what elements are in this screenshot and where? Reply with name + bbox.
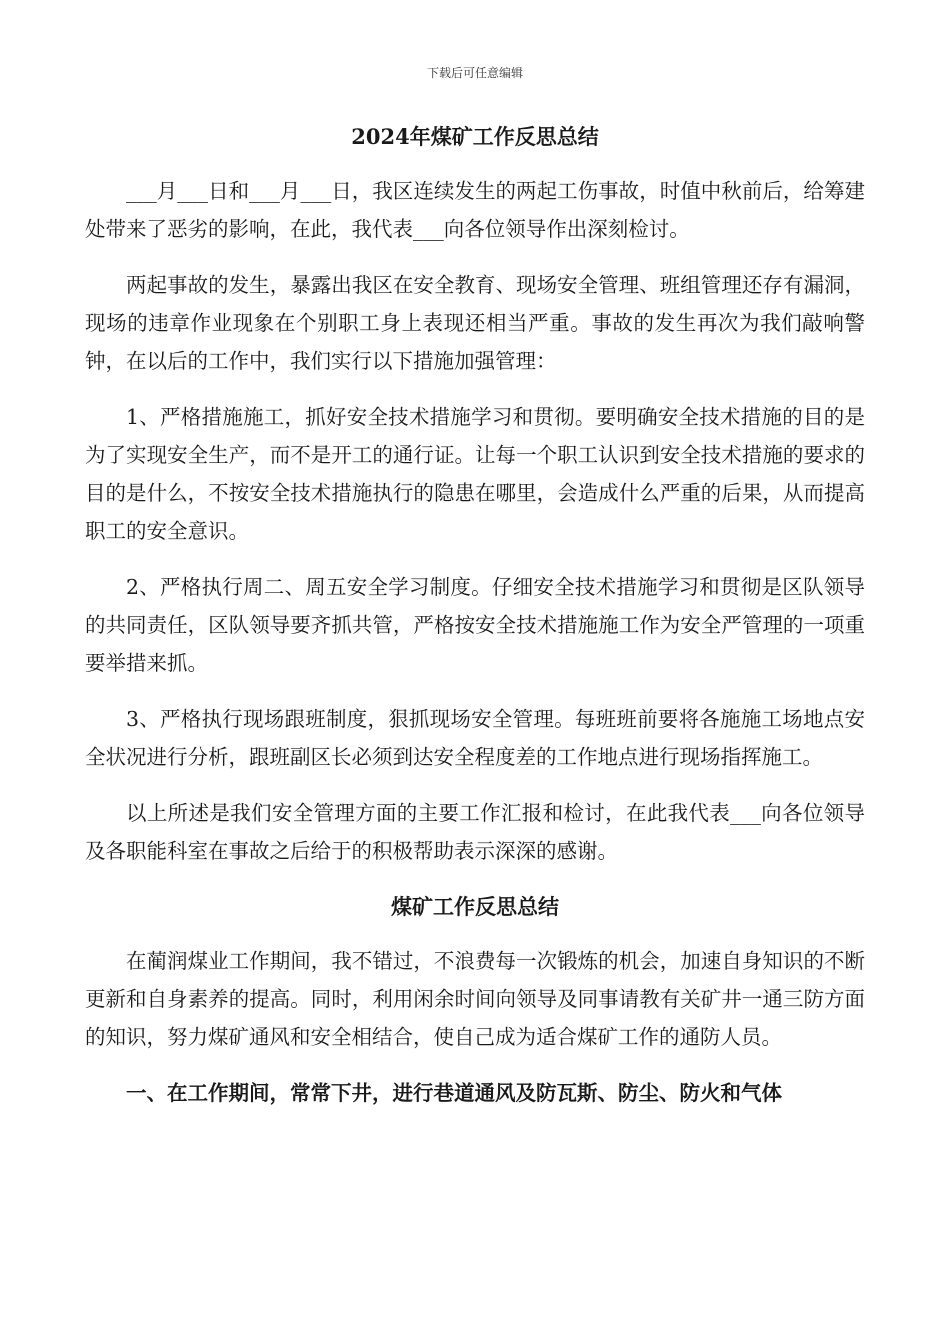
paragraph-measure-3: 3、严格执行现场跟班制度，狠抓现场安全管理。每班班前要将各施施工场地点安全状况进行分析，跟班副区长必须到达安全程度差的工作地点进行现场指挥施工。	[85, 707, 865, 769]
document-title: 2024年煤矿工作反思总结	[351, 124, 599, 149]
paragraph-work-period: 在蔺润煤业工作期间，我不错过，不浪费每一次锻炼的机会，加速自身知识的不断更新和自身素养的提高。同时，利用闲余时间向领导及同事请教有关矿井一通三防方面的知识，努力煤矿通风和安全相结合，使自己成为适合煤矿工作的通防人员。	[85, 949, 865, 1049]
document-body	[85, 118, 865, 1112]
paragraph-accident-analysis: 两起事故的发生，暴露出我区在安全教育、现场安全管理、班组管理还存有漏洞，现场的违章作业现象在个别职工身上表现还相当严重。事故的发生再次为我们敲响警钟，在以后的工作中，我们实行以下措施加强管理：	[85, 273, 865, 373]
page-header-note: 下载后可任意编辑	[426, 66, 523, 80]
paragraph-apology: ___月___日和___月___日，我区连续发生的两起工伤事故，时值中秋前后，给筹建处带来了恶劣的影响，在此，我代表___向各位领导作出深刻检讨。	[85, 179, 865, 241]
paragraph-measure-1: 1、严格措施施工，抓好安全技术措施学习和贯彻。要明确安全技术措施的目的是为了实现安全生产，而不是开工的通行证。让每一个职工认识到安全技术措施的要求的目的是什么，不按安全技术措施执行的隐患在哪里，会造成什么严重的后果，从而提高职工的安全意识。	[85, 405, 865, 543]
section-heading-1: 一、在工作期间，常常下井，进行巷道通风及防瓦斯、防尘、防火和气体	[126, 1081, 782, 1105]
paragraph-thanks: 以上所述是我们安全管理方面的主要工作汇报和检讨，在此我代表___向各位领导及各职能科室在事故之后给于的积极帮助表示深深的感谢。	[85, 801, 865, 863]
paragraph-measure-2: 2、严格执行周二、周五安全学习制度。仔细安全技术措施学习和贯彻是区队领导的共同责任，区队领导要齐抓共管，严格按安全技术措施施工作为安全严管理的一项重要举措来抓。	[85, 575, 865, 675]
section-subtitle: 煤矿工作反思总结	[391, 894, 559, 919]
